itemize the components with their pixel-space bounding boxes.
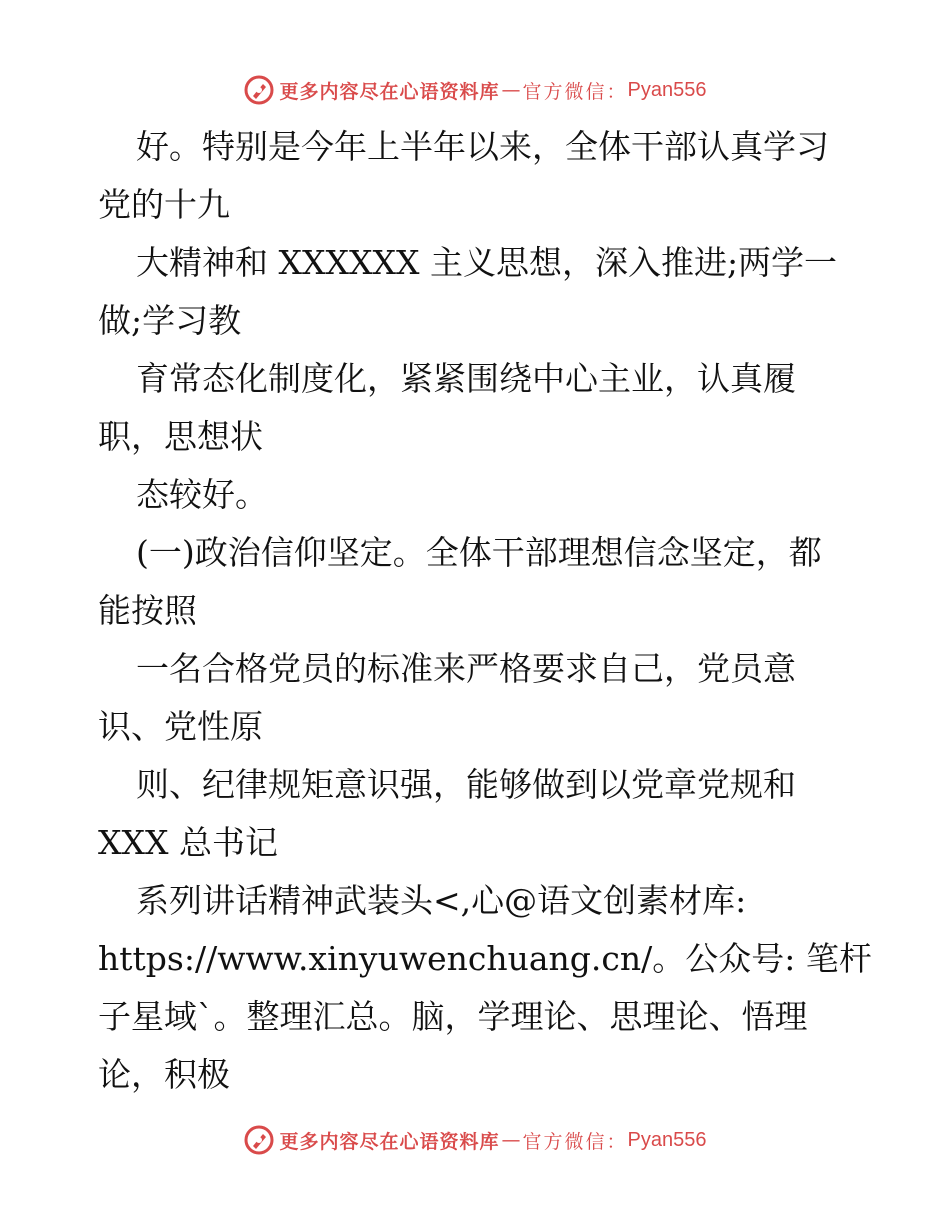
body-line: 大精神和 XXXXXX 主义思想，深入推进;两学一 [136,243,838,282]
body-line: 做;学习教 [98,301,242,340]
header-watermark-banner [0,72,950,108]
body-line: 论，积极 [98,1055,230,1094]
body-line: 子星域`。整理汇总。脑，学理论、思理论、悟理 [98,997,808,1036]
banner-wechat-label: 官方微信： [522,1130,628,1153]
body-line: https://www.xinyuwenchuang.cn/。公众号: 笔杆 [98,939,872,978]
banner-dash: — [501,1129,521,1151]
body-line: 系列讲话精神武装头<,心@语文创素材库: [136,881,747,920]
body-line: 态较好。 [136,475,268,514]
banner-wechat-id: Pyan556 [627,78,707,101]
pen-seal-logo-icon [244,75,274,105]
body-line: 党的十九 [98,185,230,224]
pen-seal-logo-icon [244,1125,274,1155]
body-line: XXX 总书记 [98,823,278,862]
banner-text: 更多内容尽在心语资料库 [279,1130,500,1153]
body-line: 一名合格党员的标准来严格要求自己，党员意 [136,649,796,688]
body-line: 则、纪律规矩意识强，能够做到以党章党规和 [136,765,796,804]
body-line: 育常态化制度化，紧紧围绕中心主业，认真履 [136,359,796,398]
body-line: 好。特别是今年上半年以来，全体干部认真学习 [136,127,829,166]
body-line: 职，思想状 [98,417,263,456]
banner-wechat-label: 官方微信： [522,80,628,103]
body-line: (一)政治信仰坚定。全体干部理想信念坚定，都 [136,533,822,572]
banner-text: 更多内容尽在心语资料库 [279,80,500,103]
document-body [98,118,872,1104]
body-line: 能按照 [98,591,197,630]
banner-wechat-id: Pyan556 [627,1128,707,1151]
banner-dash: — [501,79,521,101]
footer-watermark-banner [0,1122,950,1158]
body-line: 识、党性原 [98,707,263,746]
